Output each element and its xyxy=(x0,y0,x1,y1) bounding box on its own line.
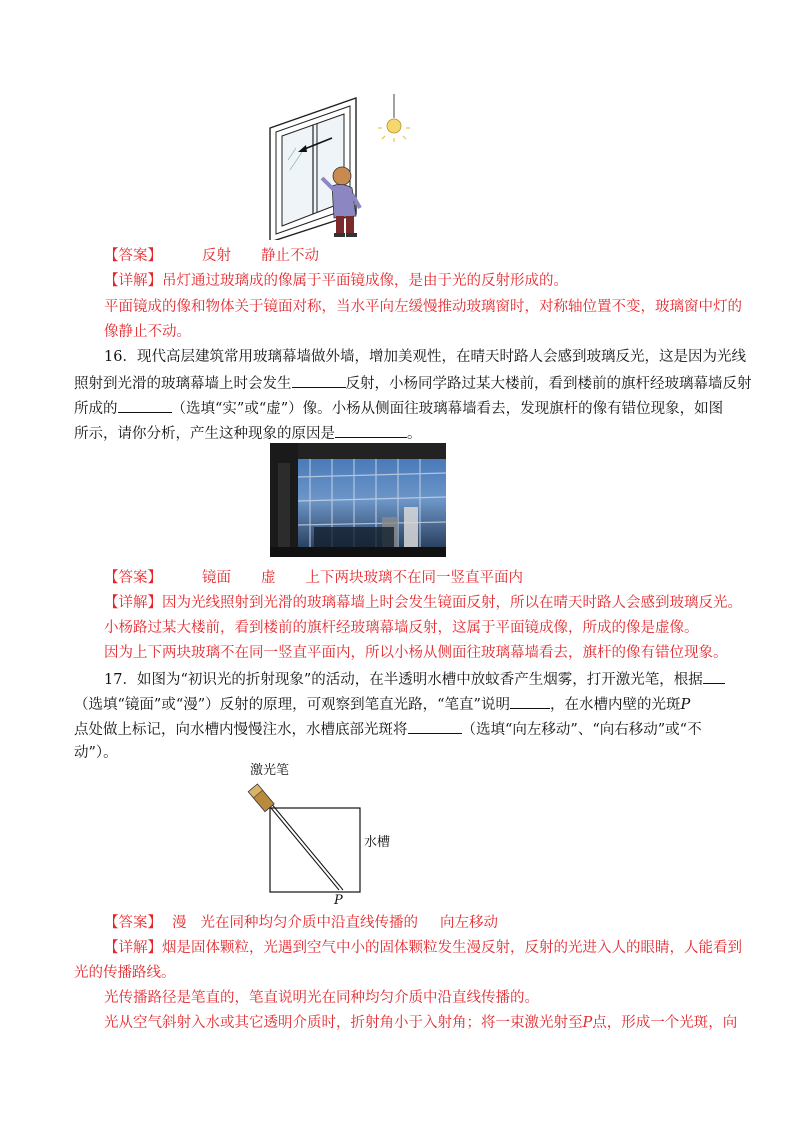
q15-detail-line xyxy=(104,272,568,290)
q16-question-line-2 xyxy=(74,373,752,393)
q17-question-line-1 xyxy=(104,669,725,689)
answer-blank[interactable] xyxy=(118,398,172,413)
question-text: 反射，小杨同学路过某大楼前，看到楼前的旗杆经玻璃幕墙反射 xyxy=(345,376,752,392)
answer-item: 漫 xyxy=(172,915,187,931)
answer-item: 上下两块玻璃不在同一竖直平面内 xyxy=(305,570,523,586)
detail-text: 烟是固体颗粒，光遇到空气中小的固体颗粒发生漫反射，反射的光进入人的眼睛，人能看到 xyxy=(162,940,742,956)
detail-text: 因为上下两块玻璃不在同一竖直平面内，所以小杨从侧面往玻璃幕墙看去，旗杆的像有错位现象。 xyxy=(104,645,728,661)
answer-item: 光在同种均匀介质中沿直线传播的 xyxy=(200,915,418,931)
question-text: 所示，请你分析，产生这种现象的原因是 xyxy=(74,426,335,442)
q16-answer-line xyxy=(104,569,523,587)
detail-text: 平面镜成的像和物体关于镜面对称，当水平向左缓慢推动玻璃窗时，对称轴位置不变，玻璃窗中灯的 xyxy=(104,299,742,315)
answer-item: 镜面 xyxy=(202,570,231,586)
q17-question-line-2 xyxy=(74,694,690,714)
answer-tag: 【答案】 xyxy=(104,570,162,586)
answer-item: 静止不动 xyxy=(261,248,319,264)
q17-detail-line xyxy=(104,939,742,957)
q16-question-line-1: 16．现代高层建筑常用玻璃幕墙做外墙，增加美观性，在晴天时路人会感到玻璃反光，这是因为光线 xyxy=(104,349,746,365)
answer-blank[interactable] xyxy=(408,719,462,734)
q17-answer-line xyxy=(104,914,498,932)
answer-blank[interactable] xyxy=(703,669,725,684)
question-text: （选填“实”或“虚”）像。小杨从侧面往玻璃幕墙看去，发现旗杆的像有错位现象，如图 xyxy=(171,401,724,417)
answer-item: 虚 xyxy=(261,570,276,586)
question-text: 点处做上标记，向水槽内慢慢注水，水槽底部光斑将 xyxy=(74,722,408,738)
water-tank-label: 水槽 xyxy=(364,835,391,850)
point-p-label: P xyxy=(334,893,343,908)
laser-pointer-label: 激光笔 xyxy=(250,763,290,778)
q15-answer-line xyxy=(104,247,319,265)
window-lamp-figure xyxy=(262,90,412,240)
question-text: 照射到光滑的玻璃幕墙上时会发生 xyxy=(74,376,292,392)
question-text: 。 xyxy=(407,426,422,442)
detail-text: 光从空气斜射入水或其它透明介质时，折射角小于入射角；将一束激光射至 xyxy=(104,1015,583,1031)
q16-question-line-4 xyxy=(74,423,422,443)
question-text: 所成的 xyxy=(74,401,118,417)
detail-text: 小杨路过某大楼前，看到楼前的旗杆经玻璃幕墙反射，这属于平面镜成像，所成的像是虚像。 xyxy=(104,620,699,636)
detail-text: 因为光线照射到光滑的玻璃幕墙上时会发生镜面反射，所以在晴天时路人会感到玻璃反光。 xyxy=(162,595,742,611)
detail-tag: 【详解】 xyxy=(104,595,162,611)
answer-tag: 【答案】 xyxy=(104,248,162,264)
glass-curtain-wall-photo xyxy=(270,443,446,557)
point-label: P xyxy=(582,1015,593,1031)
answer-item: 向左移动 xyxy=(440,915,498,931)
detail-text: 光传播路径是笔直的，笔直说明光在同种均匀介质中沿直线传播的。 xyxy=(104,990,539,1006)
detail-tag: 【详解】 xyxy=(104,273,162,289)
q17-question-line-4: 动”）。 xyxy=(74,745,118,761)
q17-detail-line-4 xyxy=(104,1014,737,1032)
detail-tag: 【详解】 xyxy=(104,940,162,956)
question-text: （选填“镜面”或“漫”）反射的原理，可观察到笔直光路，“笔直”说明 xyxy=(74,697,510,713)
q17-question-line-3 xyxy=(74,719,702,739)
answer-tag: 【答案】 xyxy=(104,915,162,931)
detail-text: 点，形成一个光斑，向 xyxy=(592,1015,738,1031)
answer-item: 反射 xyxy=(202,248,231,264)
question-text: （选填“向左移动”、“向右移动”或“不 xyxy=(461,722,702,738)
detail-text: 像静止不动。 xyxy=(104,324,191,340)
question-text: 17．如图为“初识光的折射现象”的活动，在半透明水槽中放蚊香产生烟雾，打开激光笔，根据 xyxy=(104,672,703,688)
q16-question-line-3 xyxy=(74,398,723,418)
answer-blank[interactable] xyxy=(335,423,407,438)
answer-blank[interactable] xyxy=(510,694,550,709)
answer-blank[interactable] xyxy=(292,373,346,388)
laser-tank-figure xyxy=(240,762,400,912)
q16-detail-line xyxy=(104,594,742,612)
detail-text: 吊灯通过玻璃成的像属于平面镜成像，是由于光的反射形成的。 xyxy=(162,273,568,289)
detail-text: 光的传播路线。 xyxy=(74,965,176,981)
point-label: P xyxy=(680,697,691,713)
question-text: ，在水槽内壁的光斑 xyxy=(549,697,681,713)
